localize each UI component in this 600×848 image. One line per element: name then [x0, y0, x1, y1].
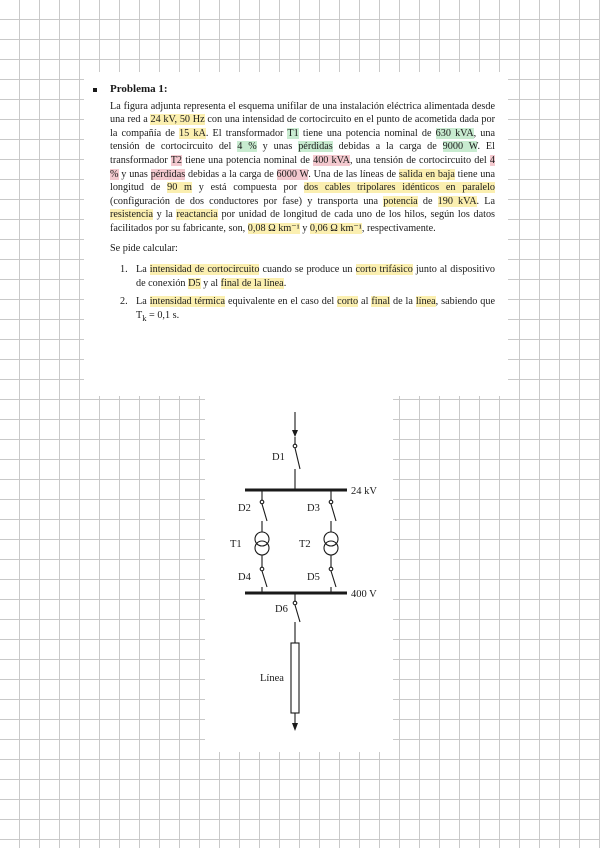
- text-run: tiene una longitud de: [110, 168, 495, 194]
- highlighted-term: línea: [415, 296, 436, 308]
- text-run: tiene una potencia nominal de: [298, 127, 436, 139]
- label-t2: T2: [299, 539, 311, 550]
- text-run: . El transformador: [110, 141, 495, 166]
- highlighted-term: intensidad de cortocircuito: [149, 264, 260, 276]
- highlighted-term: pérdidas: [150, 168, 186, 180]
- text-run: y unas: [256, 141, 299, 153]
- text-run: . Una de las líneas de: [308, 168, 399, 180]
- highlighted-term: intensidad térmica: [149, 296, 226, 308]
- text-run: por unidad de longitud de cada uno de los hilos, según los datos facilitados por su fabricante, son,: [110, 209, 496, 234]
- ask-text: Se pide calcular:: [110, 242, 178, 254]
- highlighted-term: dos cables tripolares idénticos en paralelo: [303, 182, 496, 194]
- text-run: . La: [476, 195, 495, 207]
- d5-switch: [331, 571, 336, 587]
- text-run: La: [136, 264, 150, 276]
- label-line: Línea: [260, 673, 284, 684]
- problem-content: [110, 83, 495, 331]
- text-run: (configuración de dos conductores por fase) y transporta una: [110, 195, 384, 207]
- text-run: y la: [153, 209, 177, 221]
- label-d3: D3: [307, 503, 320, 514]
- d4-switch: [262, 571, 267, 587]
- highlighted-term: 0,08 Ω km⁻¹: [247, 222, 300, 234]
- text-run: . El transformador: [205, 127, 288, 139]
- highlighted-term: 15 kA: [179, 127, 206, 139]
- task-number: 1.: [120, 264, 128, 276]
- highlighted-term: final de la línea: [220, 277, 284, 289]
- highlighted-term: 90 m: [167, 182, 192, 194]
- d1-switch: [295, 448, 300, 469]
- text-run: .: [283, 277, 287, 289]
- text-run: debidas a la carga de: [332, 141, 443, 153]
- text-run: cuando se produce un: [259, 264, 356, 276]
- label-d5: D5: [307, 572, 320, 583]
- highlighted-term: salida en baja: [398, 168, 455, 180]
- problem-sheet: [84, 72, 508, 396]
- text-run: La: [136, 296, 150, 308]
- single-line-diagram: [205, 396, 393, 752]
- label-d4: D4: [238, 572, 251, 583]
- t2-primary-winding: [324, 532, 338, 546]
- highlighted-term: 4 %: [237, 141, 257, 153]
- highlighted-term: 9000 W: [442, 141, 478, 153]
- highlighted-term: 4 %: [110, 154, 495, 180]
- highlighted-term: 6000 W: [276, 168, 309, 180]
- highlighted-term: resistencia: [110, 209, 153, 221]
- d1-contact: [293, 444, 297, 448]
- line-element: [291, 643, 299, 713]
- label-d2: D2: [238, 503, 251, 514]
- d6-switch: [295, 605, 300, 622]
- text-run: debidas a la carga de: [185, 168, 277, 180]
- text-run: de la: [390, 296, 416, 308]
- highlighted-term: 400 kVA: [313, 154, 351, 166]
- label-hv-bus: 24 kV: [351, 486, 377, 497]
- incoming-arrow-icon: [292, 430, 298, 437]
- text-run: , respectivamente.: [361, 222, 436, 234]
- label-d1: D1: [272, 452, 285, 463]
- t1-secondary-winding: [255, 541, 269, 555]
- text-run: y: [299, 222, 310, 234]
- task-item: [110, 263, 495, 290]
- task-item: [110, 295, 495, 325]
- highlighted-term: D5: [188, 277, 201, 289]
- text-run: equivalente en el caso del: [225, 296, 338, 308]
- label-d6: D6: [275, 604, 288, 615]
- text-run: con una intensidad de cortocircuito en el punto de acometida dada por la compañía de: [110, 114, 495, 139]
- text-run: , sabiendo que T: [136, 296, 495, 321]
- highlighted-term: 190 kVA: [437, 195, 477, 207]
- highlighted-term: 24 kV, 50 Hz: [150, 114, 205, 126]
- task-number: 2.: [120, 296, 128, 308]
- bullet-icon: [93, 88, 97, 92]
- d2-switch: [262, 504, 267, 521]
- problem-title: [110, 83, 495, 97]
- highlighted-term: T1: [287, 127, 299, 139]
- text-run: y al: [200, 277, 221, 289]
- text-run: La figura adjunta representa el esquema unifilar de una instalación eléctrica alimentada desde una red a: [110, 100, 495, 126]
- label-t1: T1: [230, 539, 242, 550]
- task-list: [110, 263, 495, 325]
- text-run: , una tensión de cortocircuito del: [110, 127, 495, 153]
- text-run: k: [142, 312, 147, 323]
- t2-secondary-winding: [324, 541, 338, 555]
- problem-statement: [110, 100, 495, 236]
- highlighted-term: corto trifásico: [355, 264, 413, 276]
- label-lv-bus: 400 V: [351, 589, 377, 600]
- task-text: [136, 296, 495, 321]
- highlighted-term: 0,06 Ω km⁻¹: [309, 222, 362, 234]
- highlighted-term: T2: [170, 154, 183, 166]
- text-run: = 0,1 s.: [146, 309, 180, 321]
- d3-switch: [331, 504, 336, 521]
- highlighted-term: 630 kVA: [435, 127, 474, 139]
- highlighted-term: pérdidas: [298, 141, 333, 153]
- outgoing-arrow-icon: [292, 723, 298, 731]
- task-text: [136, 264, 495, 289]
- highlighted-term: potencia: [383, 195, 418, 207]
- t1-primary-winding: [255, 532, 269, 546]
- highlighted-term: corto: [337, 296, 359, 308]
- problem-title-text: Problema 1:: [110, 83, 168, 95]
- highlighted-term: reactancia: [176, 209, 218, 221]
- text-run: al: [358, 296, 372, 308]
- text-run: y unas: [118, 168, 151, 180]
- text-run: y está compuesta por: [192, 182, 304, 194]
- highlighted-term: final: [371, 296, 391, 308]
- text-run: , una tensión de cortocircuito del: [350, 154, 490, 166]
- text-run: de: [417, 195, 438, 207]
- text-run: junto al dispositivo de conexión: [136, 264, 496, 289]
- diagram-svg: [205, 396, 393, 752]
- text-run: tiene una potencia nominal de: [182, 154, 314, 166]
